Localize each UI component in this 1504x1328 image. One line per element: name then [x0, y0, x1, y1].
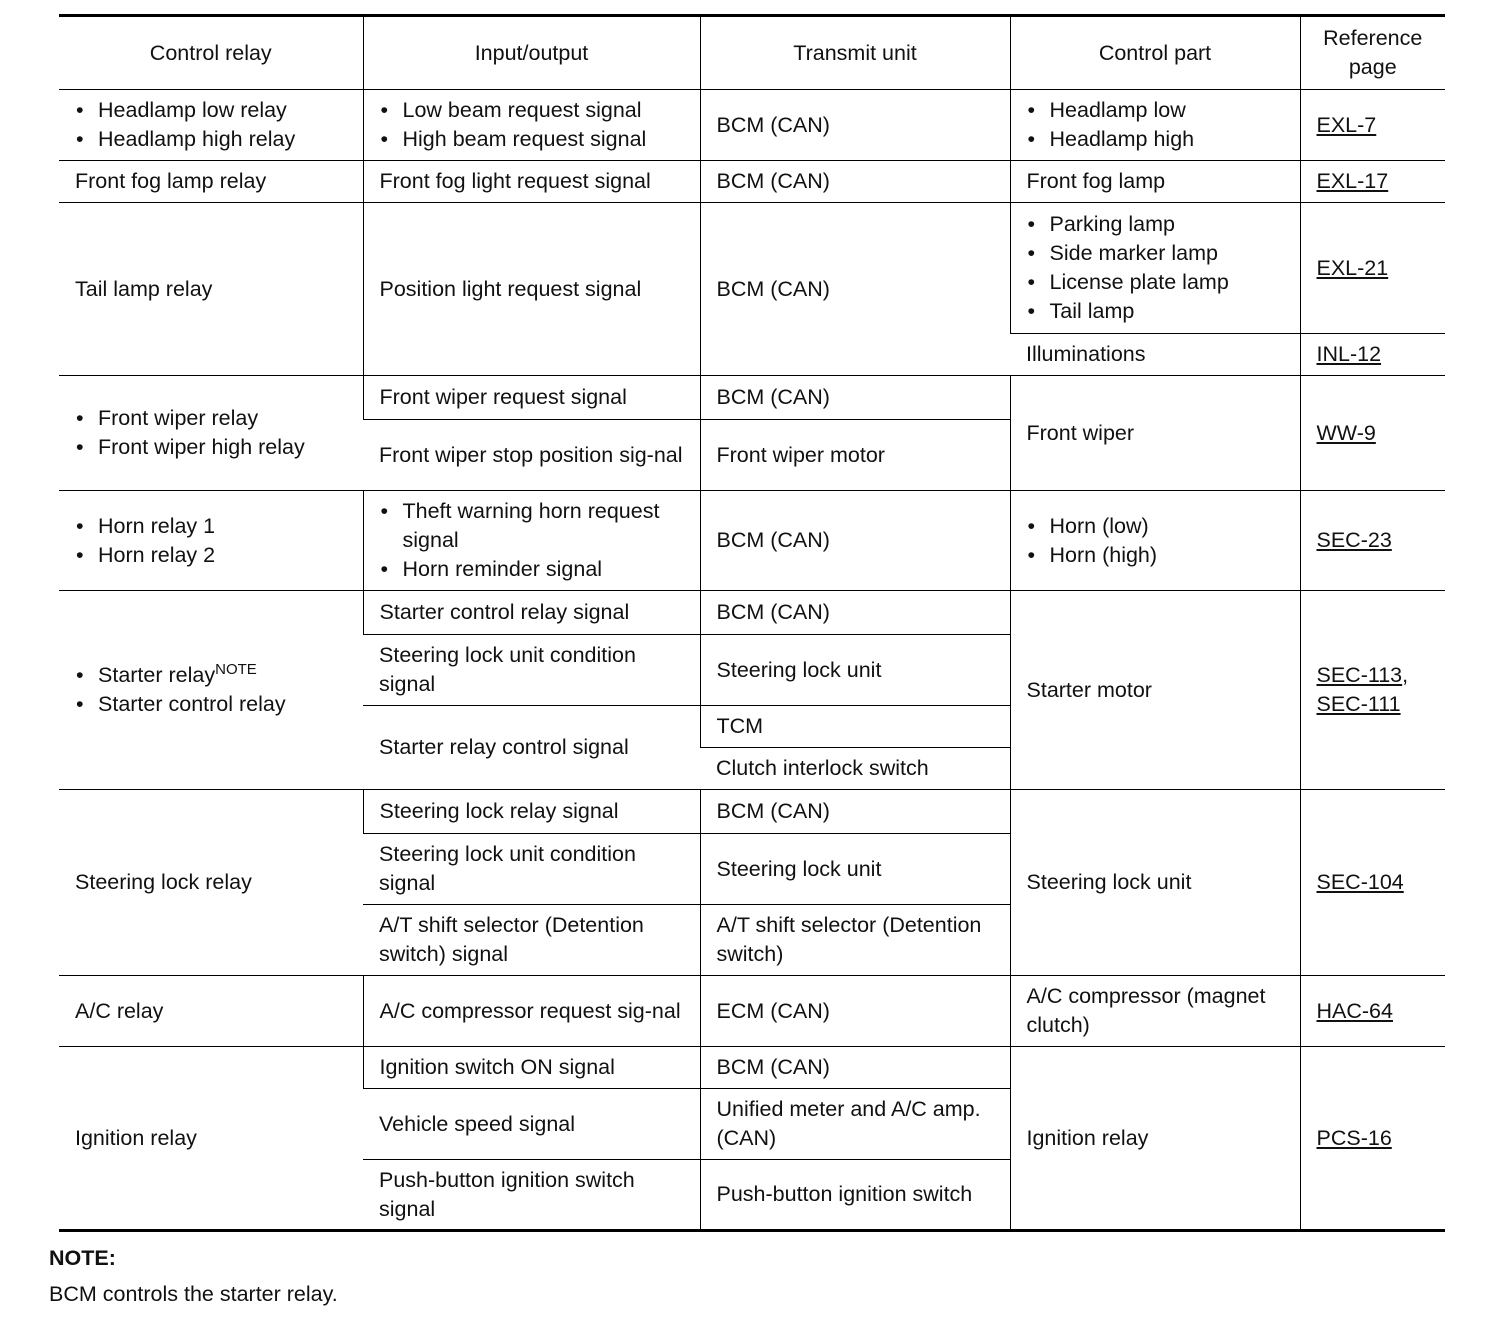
reference-cell — [1300, 591, 1445, 790]
control-relay-cell: A/C relay — [59, 976, 363, 1047]
input-output-cell: Front wiper request signal — [363, 376, 700, 420]
reference-cell — [1300, 491, 1445, 591]
list-item: • Horn relay 2 — [75, 541, 349, 570]
input-output-cell: Ignition switch ON signal — [363, 1047, 700, 1089]
input-output-cell: Front fog light request signal — [363, 161, 700, 203]
table-row — [59, 976, 1445, 1047]
table-row — [59, 1047, 1445, 1089]
table-row — [59, 161, 1445, 203]
reference-link[interactable]: HAC-64 — [1316, 998, 1393, 1023]
control-relay-cell — [59, 90, 363, 161]
input-output-cell: Position light request signal — [363, 203, 700, 376]
input-output-cell: Push-button ignition switch signal — [363, 1160, 700, 1231]
list-item — [75, 661, 349, 690]
control-relay-cell: Ignition relay — [59, 1047, 363, 1231]
input-output-cell: A/T shift selector (Detention switch) signal — [363, 905, 700, 976]
reference-cell — [1300, 1047, 1445, 1231]
reference-link[interactable]: SEC-111 — [1316, 692, 1401, 716]
table-row — [59, 591, 1445, 635]
list-item: • Headlamp low — [1027, 96, 1286, 125]
reference-cell — [1300, 90, 1445, 161]
list-item: • Headlamp low relay — [75, 96, 349, 125]
transmit-unit-cell: BCM (CAN) — [700, 161, 1010, 203]
transmit-unit-cell: BCM (CAN) — [700, 203, 1010, 376]
transmit-unit-cell: BCM (CAN) — [700, 90, 1010, 161]
list-item: • Front wiper high relay — [75, 433, 349, 462]
list-item: • Parking lamp — [1027, 210, 1286, 239]
input-output-cell: Steering lock relay signal — [363, 790, 700, 834]
table-row — [59, 376, 1445, 420]
list-item: • High beam request signal — [380, 125, 686, 154]
input-output-cell — [363, 491, 700, 591]
control-part-cell: Front fog lamp — [1010, 161, 1300, 203]
control-relay-cell — [59, 591, 363, 790]
control-part-cell: Steering lock unit — [1010, 790, 1300, 976]
transmit-unit-cell: BCM (CAN) — [700, 790, 1010, 834]
transmit-unit-cell: Steering lock unit — [700, 834, 1010, 905]
header-control-part: Control part — [1010, 16, 1300, 90]
transmit-unit-cell: TCM — [700, 706, 1010, 748]
control-relay-cell: Front fog lamp relay — [59, 161, 363, 203]
control-part-cell — [1010, 203, 1300, 334]
transmit-unit-cell: BCM (CAN) — [700, 491, 1010, 591]
starter-relay-label: Starter relay — [98, 663, 216, 687]
transmit-unit-cell: BCM (CAN) — [700, 376, 1010, 420]
transmit-unit-cell: BCM (CAN) — [700, 591, 1010, 635]
list-item: • Side marker lamp — [1027, 239, 1286, 268]
table-row — [59, 790, 1445, 834]
control-part-cell — [1010, 491, 1300, 591]
reference-link[interactable]: EXL-21 — [1316, 255, 1389, 280]
table-row — [59, 491, 1445, 591]
reference-link[interactable]: EXL-17 — [1316, 169, 1389, 193]
header-reference-page: Reference page — [1300, 16, 1445, 90]
transmit-unit-cell: Clutch interlock switch — [700, 748, 1010, 790]
transmit-unit-cell: BCM (CAN) — [700, 1047, 1010, 1089]
input-output-cell: Starter control relay signal — [363, 591, 700, 635]
transmit-unit-cell: Front wiper motor — [700, 420, 1010, 491]
control-relay-cell: Tail lamp relay — [59, 203, 363, 376]
list-item: • Headlamp high relay — [75, 125, 349, 154]
control-part-cell: Starter motor — [1010, 591, 1300, 790]
transmit-unit-cell: A/T shift selector (Detention switch) — [700, 905, 1010, 976]
input-output-cell: Steering lock unit condition signal — [363, 834, 700, 905]
list-item: • Headlamp high — [1027, 125, 1286, 154]
reference-cell — [1300, 376, 1445, 491]
header-transmit-unit: Transmit unit — [700, 16, 1010, 90]
transmit-unit-cell: Push-button ignition switch — [700, 1160, 1010, 1231]
input-output-cell: Steering lock unit condition signal — [363, 635, 700, 706]
reference-link[interactable]: INL-12 — [1316, 342, 1382, 366]
reference-link[interactable]: PCS-16 — [1316, 1125, 1392, 1150]
list-item: • Horn reminder signal — [380, 555, 686, 584]
relay-table — [59, 14, 1445, 1232]
list-item: • Low beam request signal — [380, 96, 686, 125]
control-part-cell: Illuminations — [1010, 334, 1300, 376]
list-item: • Theft warning horn request signal — [380, 497, 686, 555]
list-item: • Horn (high) — [1027, 541, 1286, 570]
control-relay-cell: Steering lock relay — [59, 790, 363, 976]
control-part-cell — [1010, 90, 1300, 161]
list-item: • Starter control relay — [75, 690, 349, 719]
reference-cell — [1300, 161, 1445, 203]
note-superscript: NOTE — [215, 660, 257, 678]
control-part-cell: Front wiper — [1010, 376, 1300, 491]
input-output-cell: Front wiper stop position sig-nal — [363, 420, 700, 491]
header-input-output: Input/output — [363, 16, 700, 90]
note-heading: NOTE: — [49, 1246, 116, 1270]
control-relay-cell — [59, 376, 363, 491]
reference-cell — [1300, 790, 1445, 976]
table-row — [59, 90, 1445, 161]
transmit-unit-cell: Unified meter and A/C amp. (CAN) — [700, 1089, 1010, 1160]
reference-cell — [1300, 334, 1445, 376]
table-row — [59, 203, 1445, 334]
list-item: • Front wiper relay — [75, 404, 349, 433]
reference-link[interactable]: SEC-23 — [1316, 528, 1392, 552]
header-control-relay: Control relay — [149, 40, 272, 65]
input-output-cell: Vehicle speed signal — [363, 1089, 700, 1160]
input-output-cell: Starter relay control signal — [363, 706, 700, 790]
control-relay-cell — [59, 491, 363, 591]
transmit-unit-cell: ECM (CAN) — [700, 976, 1010, 1047]
input-output-cell: A/C compressor request sig-nal — [363, 976, 700, 1047]
reference-cell — [1300, 203, 1445, 334]
reference-link[interactable]: SEC-104 — [1316, 870, 1404, 894]
table-header-row — [59, 16, 1445, 90]
control-part-cell: Ignition relay — [1010, 1047, 1300, 1231]
control-part-cell: A/C compressor (magnet clutch) — [1010, 976, 1300, 1047]
reference-cell — [1300, 976, 1445, 1047]
input-output-cell — [363, 90, 700, 161]
list-item: • Tail lamp — [1027, 297, 1286, 326]
note-text: BCM controls the starter relay. — [49, 1282, 338, 1306]
reference-link[interactable]: SEC-113 — [1316, 663, 1403, 687]
list-item: • Horn relay 1 — [75, 512, 349, 541]
list-item: • License plate lamp — [1027, 268, 1286, 297]
reference-separator: , — [1402, 663, 1409, 687]
list-item: • Horn (low) — [1027, 512, 1286, 541]
transmit-unit-cell: Steering lock unit — [700, 635, 1010, 706]
reference-link[interactable]: WW-9 — [1316, 420, 1376, 445]
reference-link[interactable]: EXL-7 — [1316, 112, 1377, 137]
